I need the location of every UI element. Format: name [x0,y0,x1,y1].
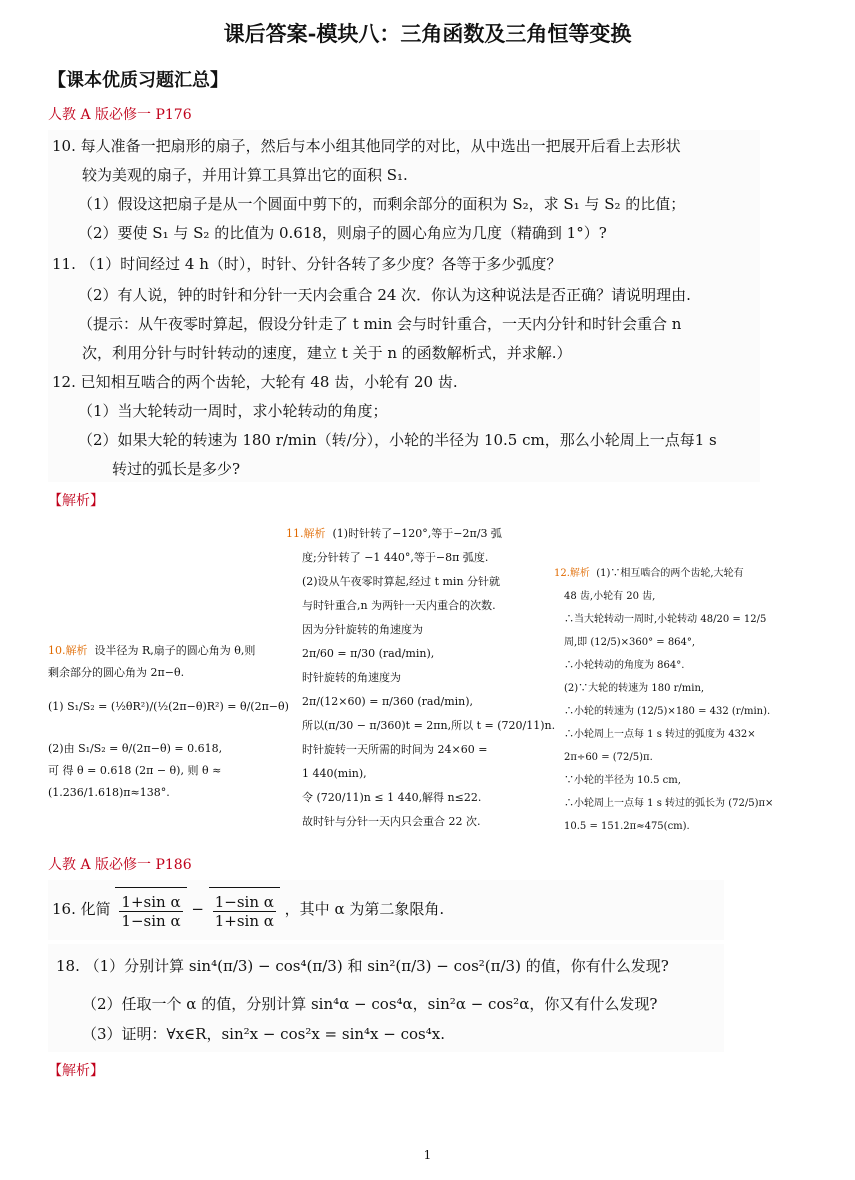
frac-b-den: 1+sin α [214,912,274,930]
solution-12 [554,562,773,838]
q11-line2: （2）有人说，钟的时针和分针一天内会重合 24 次．你认为这种说法是否正确？请说明理由. [78,286,691,304]
s11-line11: 1 440(min), [302,767,367,780]
s12-line9: 2π÷60 = (72/5)π. [564,752,653,763]
frac-b-num: 1−sin α [214,893,274,911]
source-label-2: 人教 A 版必修一 P186 [48,857,192,873]
s11-line6: 2π/60 = π/30 (rad/min), [302,647,435,660]
s10-line5: (1.236/1.618)π≈138°. [48,786,170,799]
q16-prefix: 16. 化简 [52,900,111,918]
s12-line10: ∵小轮的半径为 10.5 cm, [564,775,681,786]
s11-line10: 时针旋转一天所需的时间为 24×60 = [302,743,488,756]
s10-line4: 可 得 θ = 0.618 (2π − θ), 则 θ ≈ [48,764,222,777]
s10-formula1: S₁/S₂ = (½θR²)/(½(2π−θ)R²) = θ/(2π−θ) [67,700,289,713]
s12-line11: ∴小轮周上一点每 1 s 转过的弧长为 (72/5)π× [564,798,774,809]
s12-line8: ∴小轮周上一点每 1 s 转过的弧度为 432× [564,729,756,740]
q12-line1: 12. 已知相互啮合的两个齿轮，大轮有 48 齿，小轮有 20 齿. [52,373,458,391]
q18-line1: 18. （1）分别计算 sin⁴(π/3) − cos⁴(π/3) 和 sin²(π/3) − cos²(π/3) 的值，你有什么发现? [56,957,669,975]
solution-11 [286,522,555,834]
s12-line7: ∴小轮的转速为 (12/5)×180 = 432 (r/min). [564,706,771,717]
s10-line1: 设半径为 R,扇子的圆心角为 θ,则 [94,644,256,657]
q12-line4: 转过的弧长是多少? [112,460,241,478]
s10-line2: 剩余部分的圆心角为 2π−θ. [48,666,185,679]
s12-line2: 48 齿,小轮有 20 齿, [564,591,656,602]
analysis-label-2: 【解析】 [48,1063,104,1079]
s11-line12: 令 (720/11)n ≤ 1 440,解得 n≤22. [302,791,482,804]
q10-line4: （2）要使 S₁ 与 S₂ 的比值为 0.618，则扇子的圆心角应为几度（精确到 1°）? [78,224,607,242]
sqrt-a [115,887,186,934]
s11-line4: 与时针重合,n 为两针一天内重合的次数. [302,599,496,612]
q10-line1: 10. 每人准备一把扇形的扇子，然后与本小组其他同学的对比，从中选出一把展开后看上去形状 [52,137,681,155]
section-heading: 【课本优质习题汇总】 [48,70,228,91]
s12-line5: ∴小轮转动的角度为 864°. [564,660,685,671]
solution-12-tag: 12.解析 [554,568,590,579]
q12-line2: （1）当大轮转动一周时，求小轮转动的角度； [78,402,388,420]
frac-a-num: 1+sin α [121,893,181,911]
s10-line3: (2)由 S₁/S₂ = θ/(2π−θ) = 0.618, [48,742,223,755]
source-label: 人教 A 版必修一 P176 [48,107,192,123]
q11-line3: （提示：从午夜零时算起，假设分针走了 t min 会与时针重合，一天内分针和时针会重合 n [78,315,682,333]
solution-10 [48,640,289,804]
s11-line9: 所以(π/30 − π/360)t = 2πn,所以 t = (720/11)n. [302,719,556,732]
q10-line3: （1）假设这把扇子是从一个圆面中剪下的，而剩余部分的面积为 S₂，求 S₁ 与 S₂ 的比值； [78,195,686,213]
q11-line4: 次，利用分针与时针转动的速度，建立 t 关于 n 的函数解析式，并求解.） [82,344,572,362]
q11-line1: 11. （1）时间经过 4 h（时），时针、分针各转了多少度？各等于多少弧度？ [52,255,562,273]
q16-minus: − [191,900,204,918]
frac-a-den: 1−sin α [121,912,181,930]
s12-line6: (2)∵大轮的转速为 180 r/min, [564,683,705,694]
s11-line3: (2)设从午夜零时算起,经过 t min 分针就 [302,575,501,588]
analysis-label: 【解析】 [48,493,104,509]
q10-line2: 较为美观的扇子，并用计算工具算出它的面积 S₁. [82,166,408,184]
s12-line12: 10.5 = 151.2π≈475(cm). [564,821,690,832]
page-title: 课后答案-模块八：三角函数及三角恒等变换 [223,21,632,46]
q16 [52,886,444,934]
q16-suffix: ，其中 α 为第二象限角. [284,900,445,918]
q12-line3: （2）如果大轮的转速为 180 r/min（转/分），小轮的半径为 10.5 cm，那么小轮周上一点每1 s [78,431,717,449]
frac-b [213,893,276,930]
frac-a [119,893,182,930]
solution-10-tag: 10.解析 [48,644,88,657]
s12-line4: 周,即 (12/5)×360° = 864°, [564,637,696,648]
s10-part1: (1) [48,700,64,713]
sqrt-b [209,887,280,934]
s11-line5: 因为分针旋转的角速度为 [302,623,423,636]
s11-line8: 2π/(12×60) = π/360 (rad/min), [302,695,474,708]
page-number: 1 [423,1148,432,1162]
s11-line2: 度;分针转了 −1 440°,等于−8π 弧度. [302,551,489,564]
s11-line7: 时针旋转的角速度为 [302,671,401,684]
q18-line3: （3）证明：∀x∈R，sin²x − cos²x = sin⁴x − cos⁴x. [82,1025,445,1043]
s11-line13: 故时针与分针一天内只会重合 22 次. [302,815,481,828]
s12-line3: ∴当大轮转动一周时,小轮转动 48/20 = 12/5 [564,614,767,625]
s11-line1: (1)时针转了−120°,等于−2π/3 弧 [332,527,502,540]
solution-11-tag: 11.解析 [286,527,326,540]
s12-line1: (1)∵相互啮合的两个齿轮,大轮有 [596,568,744,579]
q18-line2: （2）任取一个 α 的值，分别计算 sin⁴α − cos⁴α，sin²α − cos²α，你又有什么发现? [82,995,658,1013]
